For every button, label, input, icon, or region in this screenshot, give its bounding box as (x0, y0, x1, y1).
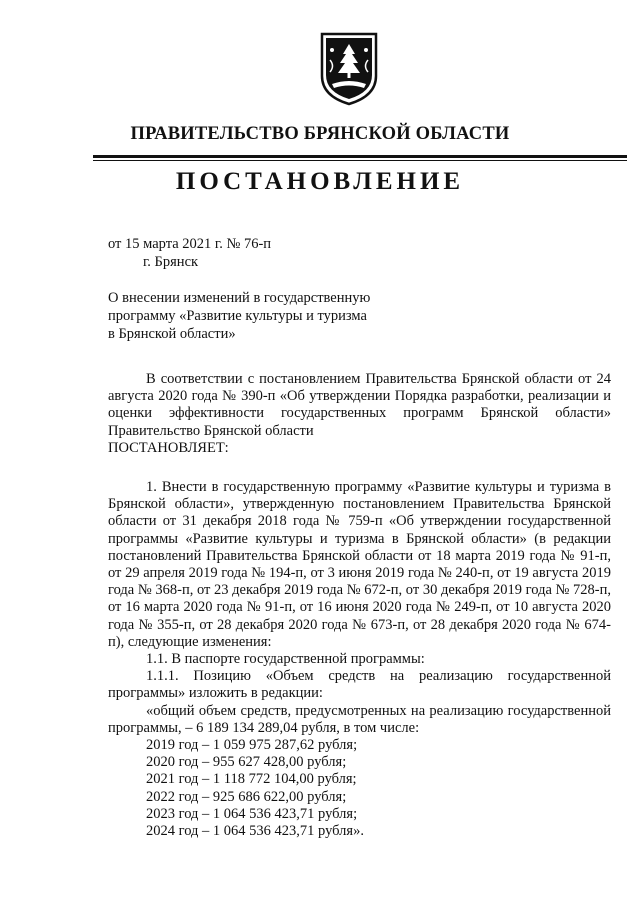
document-type: ПОСТАНОВЛЕНИЕ (175, 168, 465, 195)
year-amount-line: 2022 год – 925 686 622,00 рубля; (146, 788, 347, 805)
year-amount-line: 2019 год – 1 059 975 287,62 рубля; (146, 737, 358, 754)
year-amount-line: 2021 год – 1 118 772 104,00 рубля; (146, 771, 357, 788)
item-1-1-1-paragraph: 1.1.1. Позицию «Объем средств на реализацию государственной программы» изложить в редакции: (108, 668, 611, 702)
header-rule-thin (93, 160, 627, 161)
subject-line: в Брянской области» (108, 326, 236, 342)
preamble-paragraph: В соответствии с постановлением Правительства Брянской области от 24 августа 2020 года № 390-п «Об утверждении Порядка разработки, реализации и оценки эффективности государственных программ Брянской области» Правительство Брянской области (108, 371, 611, 439)
government-title: ПРАВИТЕЛЬСТВО БРЯНСКОЙ ОБЛАСТИ (130, 124, 510, 144)
header-rule-thick (93, 155, 627, 158)
subject-line: О внесении изменений в государственную (108, 290, 371, 306)
bryansk-coat-of-arms-icon (318, 30, 380, 108)
date-number: от 15 марта 2021 г. № 76-п (108, 236, 272, 252)
paragraph-gap (108, 457, 611, 479)
subject-block (108, 289, 370, 343)
year-amount-line: 2023 год – 1 064 536 423,71 рубля; (146, 805, 358, 822)
year-amount-line: 2024 год – 1 064 536 423,71 рубля». (146, 823, 364, 840)
document-body (108, 371, 611, 840)
resolves-heading: ПОСТАНОВЛЯЕТ: (108, 439, 229, 456)
item-1-1-paragraph: 1.1. В паспорте государственной программы: (146, 651, 425, 668)
city: г. Брянск (143, 254, 199, 270)
item-1-paragraph: 1. Внести в государственную программу «Развитие культуры и туризма в Брянской области», утвержденную постановлением Правительства Брянской области от 31 декабря 2018 года № 759-п «Об утверждении государственной программы «Развитие культуры и туризма в Брянской области» (в редакции постановлений Правительства Брянской области от 18 марта 2019 года № 91-п, от 29 апреля 2019 года № 194-п, от 3 июня 2019 года № 240-п, от 19 августа 2019 года № 368-п, от 23 декабря 2019 года № 672-п, от 30 декабря 2019 года № 728-п, от 16 марта 2020 года № 91-п, от 16 июня 2020 года № 249-п, от 10 августа 2020 года № 355-п, от 28 декабря 2020 года № 673-п, от 28 декабря 2020 года № 674-п), следующие изменения: (108, 479, 611, 650)
year-amount-line: 2020 год – 955 627 428,00 рубля; (146, 754, 347, 771)
subject-line: программу «Развитие культуры и туризма (108, 308, 367, 324)
quote-paragraph: «общий объем средств, предусмотренных на реализацию государственной программы, – 6 189 134 289,04 рубля, в том числе: (108, 702, 611, 736)
